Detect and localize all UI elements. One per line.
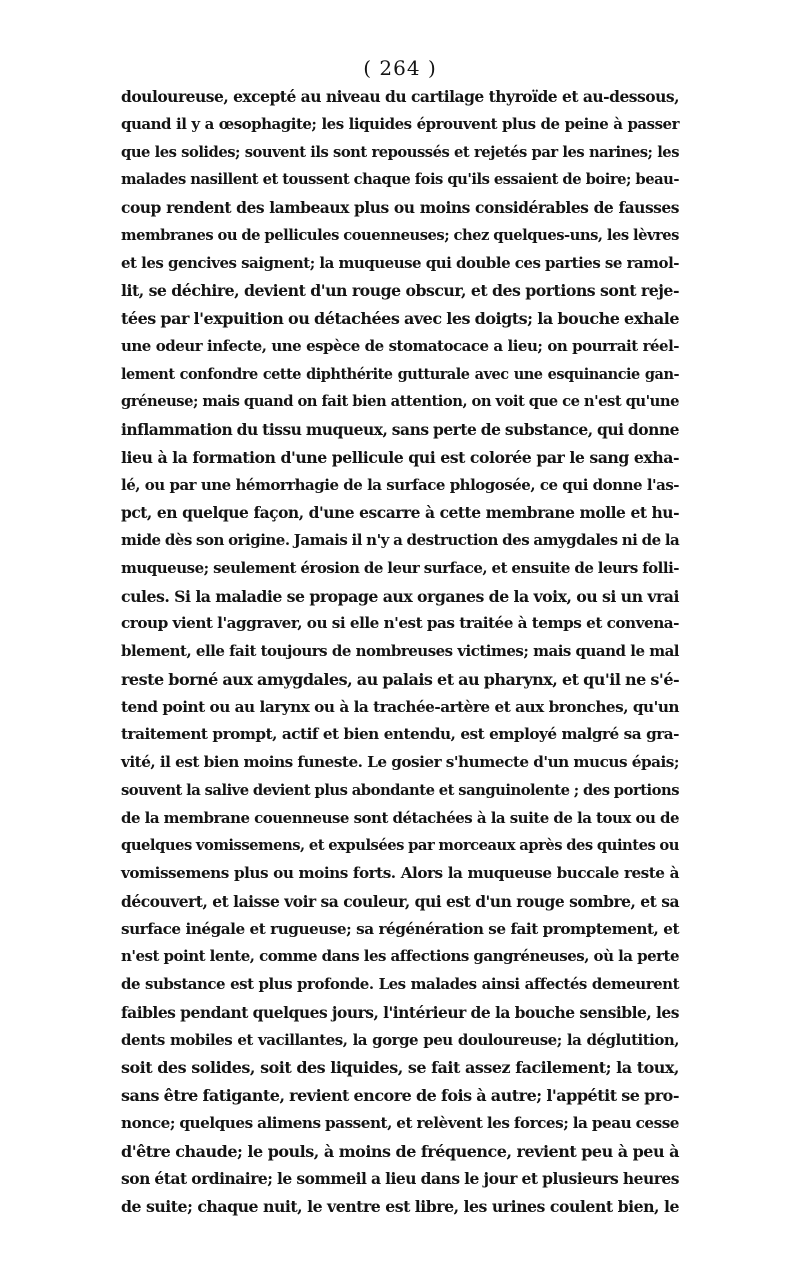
text-line: lement confondre cette diphthérite gutturale avec une esquinancie gan- [121, 365, 679, 383]
text-line: mide dès son origine. Jamais il n'y a destruction des amygdales ni de la [121, 531, 680, 549]
text-line: inflammation du tissu muqueux, sans perte de substance, qui donne [121, 420, 679, 439]
text-line: n'est point lente, comme dans les affections gangréneuses, où la perte [121, 947, 679, 966]
text-line: quand il y a œsophagite; les liquides éprouvent plus de peine à passer [121, 114, 679, 133]
text-line: tend point ou au larynx ou à la trachée-artère et aux bronches, qu'un [121, 697, 679, 716]
text-line: de substance est plus profonde. Les malades ainsi affectés demeurent [121, 975, 679, 993]
text-line: reste borné aux amygdales, au palais et au pharynx, et qu'il ne s'é- [121, 669, 680, 689]
text-line: soit des solides, soit des liquides, se fait assez facilement; la toux, [121, 1058, 679, 1078]
text-line: lit, se déchire, devient d'un rouge obscur, et des portions sont reje- [121, 281, 679, 301]
text-line: coup rendent des lambeaux plus ou moins considérables de fausses [121, 198, 679, 217]
text-line: lieu à la formation d'une pellicule qui est colorée par le sang exha- [121, 447, 679, 467]
text-line: lé, ou par une hémorrhagie de la surface phlogosée, ce qui donne l'as- [121, 475, 679, 494]
text-line: dents mobiles et vacillantes, la gorge peu douloureuse; la déglutition, [121, 1030, 679, 1049]
text-line: surface inégale et rugueuse; sa régénération se fait promptement, et [121, 919, 679, 938]
text-line: vomissemens plus ou moins forts. Alors la muqueuse buccale reste à [121, 864, 679, 882]
text-line: membranes ou de pellicules couenneuses; chez quelques-uns, les lèvres [121, 226, 679, 244]
text-line: découvert, et laisse voir sa couleur, qui est d'un rouge sombre, et sa [121, 891, 679, 911]
text-line: nonce; quelques alimens passent, et relèvent les forces; la peau cesse [121, 1113, 679, 1132]
text-line: une odeur infecte, une espèce de stomatocace a lieu; on pourrait réel- [121, 336, 679, 355]
text-line: et les gencives saignent; la muqueuse qui double ces parties se ramol- [121, 253, 679, 272]
text-line: traitement prompt, actif et bien entendu, est employé malgré sa gra- [121, 725, 679, 744]
text-line: quelques vomissemens, et expulsées par morceaux après des quintes ou [121, 837, 679, 855]
text-line: souvent la salive devient plus abondante et sanguinolente ; des portions [121, 781, 679, 799]
text-line: faibles pendant quelques jours, l'intérieur de la bouche sensible, les [121, 1002, 679, 1022]
text-line: croup vient l'aggraver, ou si elle n'est pas traitée à temps et convena- [121, 614, 679, 633]
text-line: son état ordinaire; le sommeil a lieu dans le jour et plusieurs heures [121, 1169, 679, 1189]
text-line: pct, en quelque façon, d'une escarre à cette membrane molle et hu- [121, 503, 679, 523]
text-line: de la membrane couenneuse sont détachées à la suite de la toux ou de [121, 808, 679, 827]
text-line: blement, elle fait toujours de nombreuses victimes; mais quand le mal [121, 642, 679, 660]
body-text [121, 83, 679, 1221]
text-line: sans être fatigante, revient encore de fois à autre; l'appétit se pro- [121, 1086, 679, 1105]
text-line: douloureuse, excepté au niveau du cartilage thyroïde et au-dessous, [121, 87, 679, 106]
text-line: muqueuse; seulement érosion de leur surface, et ensuite de leurs folli- [121, 558, 679, 577]
text-line: de suite; chaque nuit, le ventre est libre, les urines coulent bien, le [121, 1197, 679, 1216]
text-line: d'être chaude; le pouls, à moins de fréquence, revient peu à peu à [121, 1141, 679, 1161]
text-line: que les solides; souvent ils sont repoussés et rejetés par les narines; les [121, 143, 679, 161]
text-line: gréneuse; mais quand on fait bien attention, on voit que ce n'est qu'une [121, 393, 679, 411]
text-line: cules. Si la maladie se propage aux organes de la voix, ou si un vrai [121, 586, 679, 606]
text-line: vité, il est bien moins funeste. Le gosier s'humecte d'un mucus épais; [121, 753, 679, 771]
text-line: malades nasillent et toussent chaque fois qu'ils essaient de boire; beau- [121, 171, 679, 189]
page-number: ( 264 ) [363, 56, 437, 80]
text-line: tées par l'expuition ou détachées avec les doigts; la bouche exhale [121, 309, 679, 328]
